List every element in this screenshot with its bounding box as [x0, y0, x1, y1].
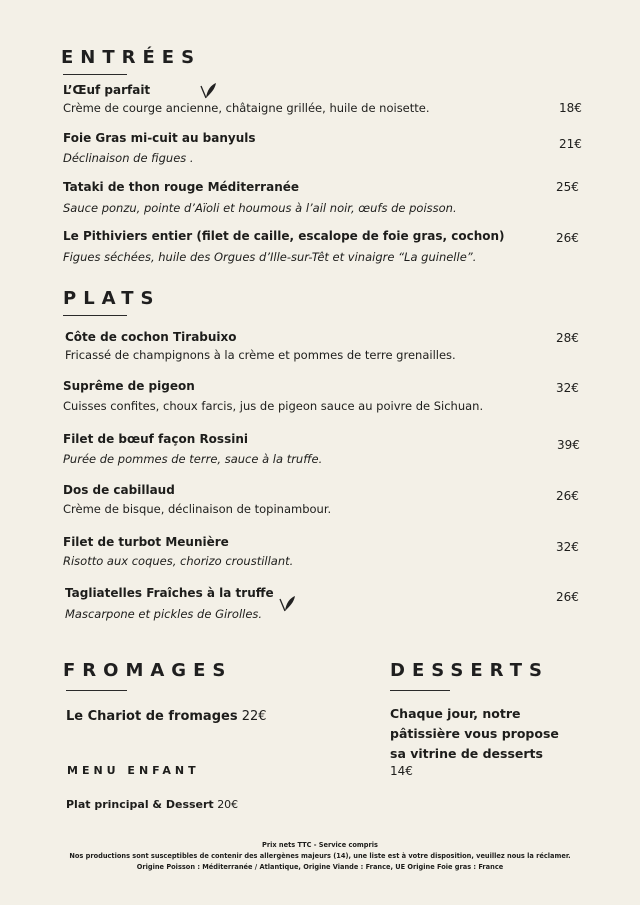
leaf-icon — [198, 80, 218, 102]
dish-name: L’Œuf parfait — [63, 83, 151, 97]
dish-price: 32€ — [556, 540, 579, 554]
fromages-item: Le Chariot de fromages — [66, 709, 238, 724]
dish-description: Figues séchées, huile des Orgues d’Ille-sur-Têt et vinaigre “La guinelle”. — [63, 250, 477, 264]
desserts-line: Chaque jour, notre — [390, 706, 521, 721]
section-title-fromages: FROMAGES — [63, 660, 233, 681]
dish-description: Risotto aux coques, chorizo croustillant. — [63, 554, 294, 568]
leaf-icon — [277, 593, 297, 615]
dish-price: 21€ — [559, 137, 582, 151]
dish-name: Le Pithiviers entier (filet de caille, escalope de foie gras, cochon) — [63, 229, 505, 243]
dish-description: Mascarpone et pickles de Girolles. — [65, 607, 263, 621]
divider — [63, 74, 127, 75]
divider — [66, 690, 127, 691]
desserts-line: sa vitrine de desserts — [390, 746, 543, 761]
section-title-menu-enfant: MENU ENFANT — [67, 764, 200, 777]
dish-description: Fricassé de champignons à la crème et pommes de terre grenailles. — [65, 348, 456, 362]
menu-enfant-line — [66, 798, 238, 811]
dish-name: Tataki de thon rouge Méditerranée — [63, 180, 300, 194]
menu-enfant-item: Plat principal & Dessert — [66, 798, 214, 811]
dish-price: 26€ — [556, 231, 579, 245]
desserts-price: 14€ — [390, 764, 413, 778]
section-title-plats: PLATS — [63, 288, 161, 309]
desserts-description — [390, 704, 559, 764]
dish-name: Tagliatelles Fraîches à la truffe — [65, 586, 274, 600]
footer-origin-note: Origine Poisson : Méditerranée / Atlantique, Origine Viande : France, UE Origine Foie gras : France — [136, 863, 504, 871]
section-title-entrees: ENTRÉES — [61, 47, 202, 68]
dish-description: Purée de pommes de terre, sauce à la truffe. — [63, 452, 323, 466]
dish-description: Crème de bisque, déclinaison de topinambour. — [63, 502, 332, 516]
divider — [390, 690, 450, 691]
fromages-price: 22€ — [241, 709, 267, 724]
menu-enfant-price: 20€ — [217, 798, 239, 811]
dish-description: Crème de courge ancienne, châtaigne grillée, huile de noisette. — [63, 101, 430, 115]
dish-name: Côte de cochon Tirabuixo — [65, 330, 237, 344]
dish-price: 25€ — [556, 180, 579, 194]
section-title-desserts: DESSERTS — [390, 660, 549, 681]
dish-name: Filet de bœuf façon Rossini — [63, 432, 248, 446]
dish-description: Cuisses confites, choux farcis, jus de pigeon sauce au poivre de Sichuan. — [63, 399, 484, 413]
dish-name: Dos de cabillaud — [63, 483, 175, 497]
dish-description: Déclinaison de figues . — [63, 151, 194, 165]
dish-price: 39€ — [557, 438, 580, 452]
dish-price: 32€ — [556, 381, 579, 395]
footer-prices-note: Prix nets TTC - Service compris — [262, 841, 378, 849]
dish-name: Suprême de pigeon — [63, 379, 195, 393]
dish-price: 28€ — [556, 331, 579, 345]
dish-description: Sauce ponzu, pointe d’Aïoli et houmous à l’ail noir, œufs de poisson. — [63, 201, 457, 215]
desserts-line: pâtissière vous propose — [390, 726, 559, 741]
dish-name: Foie Gras mi-cuit au banyuls — [63, 131, 256, 145]
footer-allergens-note: Nos productions sont susceptibles de contenir des allergènes majeurs (14), une liste est à votre disposition, veuillez nous la réclamer. — [69, 852, 571, 860]
dish-price: 18€ — [559, 101, 582, 115]
fromages-line — [66, 709, 267, 724]
divider — [63, 315, 127, 316]
dish-name: Filet de turbot Meunière — [63, 535, 229, 549]
dish-price: 26€ — [556, 590, 579, 604]
dish-price: 26€ — [556, 489, 579, 503]
